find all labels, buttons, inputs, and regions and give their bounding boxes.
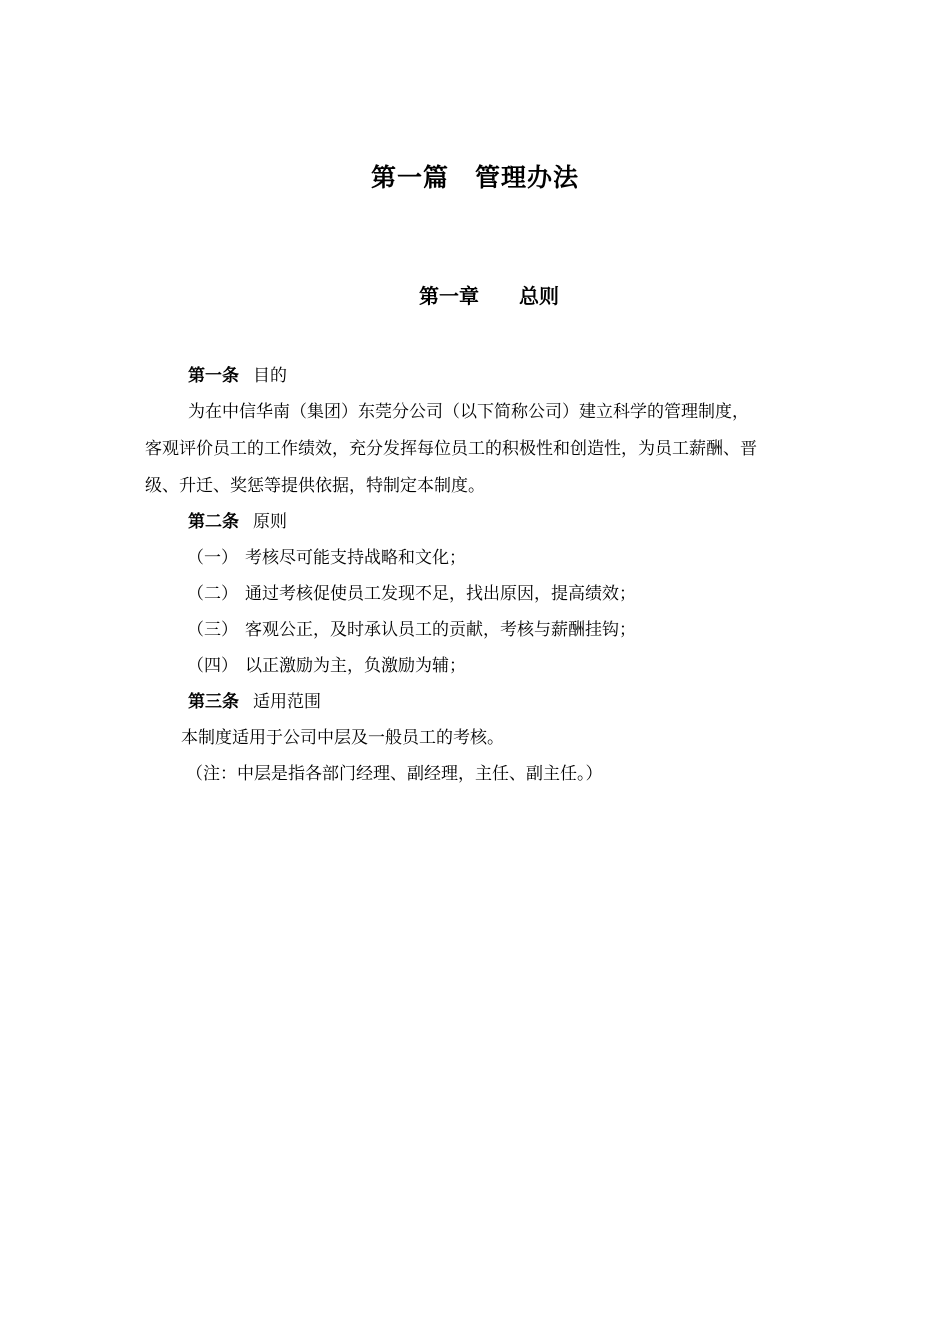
- principle-item-mark: （二）: [187, 584, 238, 604]
- article-3-number: 第三条: [188, 692, 239, 712]
- chapter-title: 第一章 总则: [419, 284, 559, 308]
- principle-item: [187, 653, 466, 679]
- principle-item: [187, 545, 466, 571]
- principle-item-mark: （四）: [187, 656, 238, 676]
- part-title: 第一篇 管理办法: [370, 163, 579, 192]
- article-1-title: 目的: [253, 366, 287, 386]
- article-1-number: 第一条: [188, 366, 239, 386]
- principle-item-text: 通过考核促使员工发现不足，找出原因，提高绩效；: [245, 584, 636, 604]
- article-1-paragraph-line: 级、升迁、奖惩等提供依据，特制定本制度。: [145, 476, 485, 496]
- principle-item-mark: （一）: [187, 548, 238, 568]
- principle-item: [187, 581, 636, 607]
- article-1-paragraph-line: 客观评价员工的工作绩效，充分发挥每位员工的积极性和创造性，为员工薪酬、晋: [145, 439, 757, 459]
- article-2-number: 第二条: [188, 512, 239, 532]
- scope-note: （注：中层是指各部门经理、副经理，主任、副主任。）: [186, 764, 603, 784]
- article-3-title: 适用范围: [253, 692, 321, 712]
- principle-item: [187, 617, 636, 643]
- article-1-paragraph-line: 为在中信华南（集团）东莞分公司（以下简称公司）建立科学的管理制度，: [188, 402, 749, 422]
- principle-item-text: 考核尽可能支持战略和文化；: [245, 548, 466, 568]
- article-2-title: 原则: [253, 512, 287, 532]
- principle-item-mark: （三）: [187, 620, 238, 640]
- article-1-heading: [188, 363, 287, 389]
- scope-text: 本制度适用于公司中层及一般员工的考核。: [181, 728, 504, 748]
- principle-item-text: 客观公正，及时承认员工的贡献，考核与薪酬挂钩；: [245, 620, 636, 640]
- article-3-heading: [188, 689, 321, 715]
- principle-item-text: 以正激励为主，负激励为辅；: [245, 656, 466, 676]
- article-2-heading: [188, 509, 287, 535]
